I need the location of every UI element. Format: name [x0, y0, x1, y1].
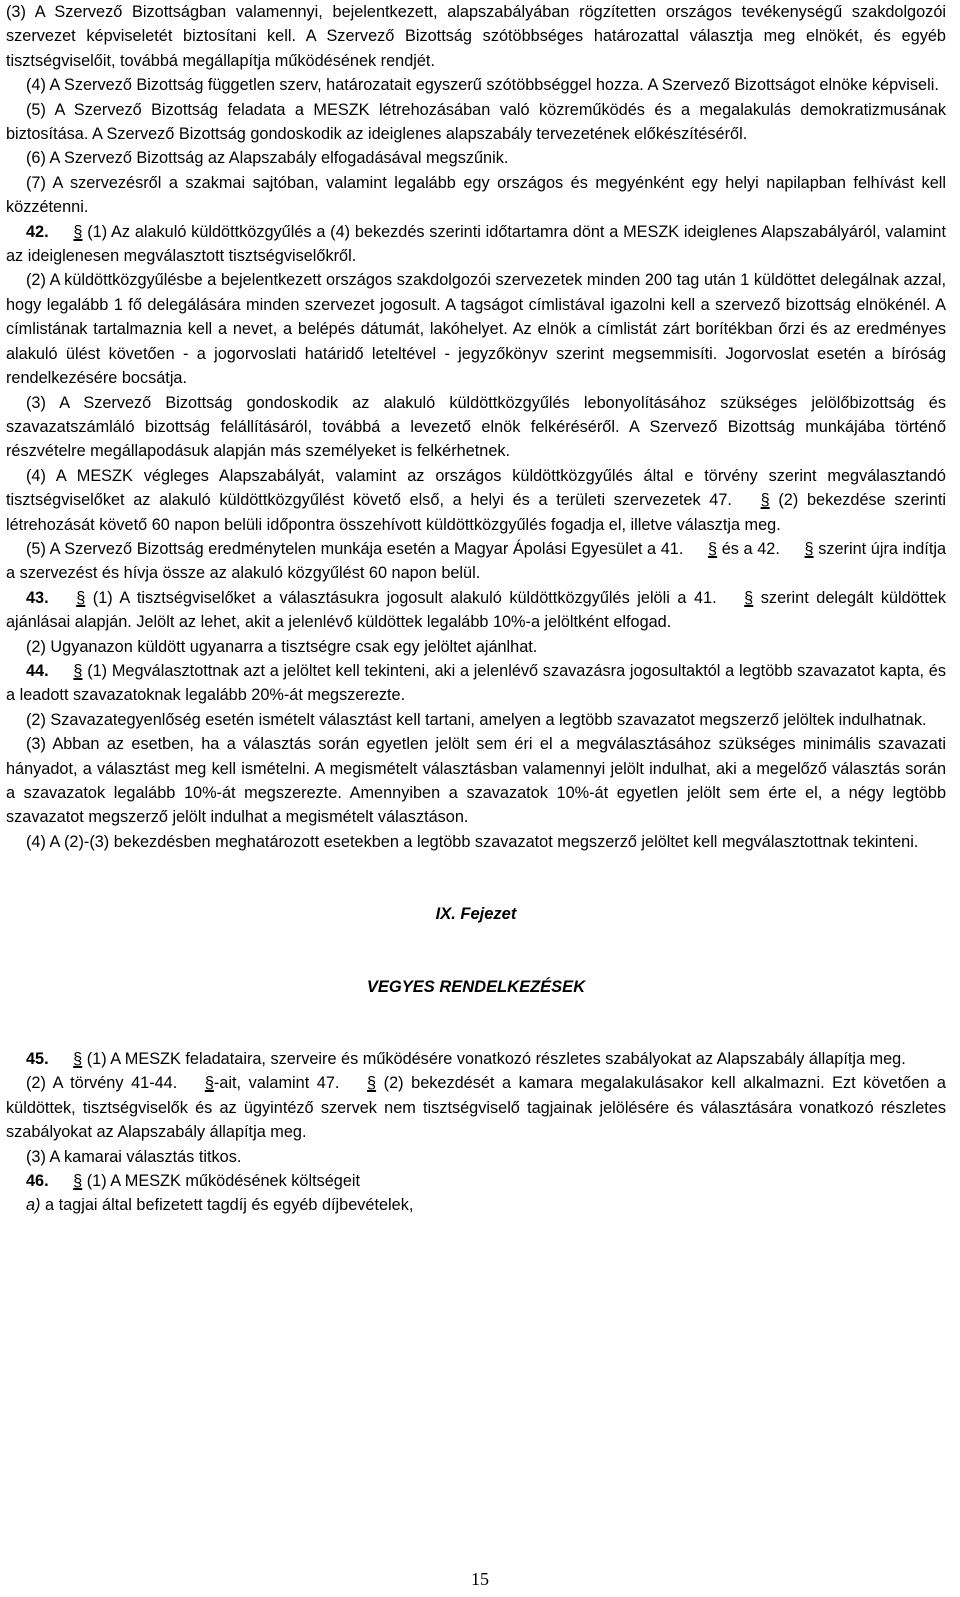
paragraph-41-4 [6, 73, 946, 97]
section-number: 42. [26, 222, 49, 241]
document-body [6, 0, 946, 1218]
paragraph-41-7 [6, 171, 946, 220]
section-number: 46. [26, 1172, 49, 1191]
section-46-item-a [6, 1193, 946, 1217]
section-sign: § [708, 539, 718, 558]
section-sign: § [73, 661, 83, 680]
paragraph-text: szerint delegált küldöttek ajánlásai alapján. Jelölt az lehet, akit a jelenlévő küldöttek legalább 10%-a jelöltként elfogad. [6, 588, 947, 632]
section-45-1 [6, 1047, 946, 1071]
chapter-number: IX. Fejezet [435, 905, 517, 924]
section-43-1 [6, 586, 946, 635]
section-42-4 [6, 464, 946, 537]
paragraph-text: (3) A kamarai választás titkos. [26, 1147, 242, 1166]
paragraph-text: (2) A törvény 41-44. [26, 1074, 178, 1093]
section-42-5 [6, 537, 946, 586]
paragraph-text: (2) A küldöttközgyűlésbe a bejelentkezett országos szakdolgozói szervezetek minden 200 tag után 1 küldöttet delegálnak azzal, hogy legalább 1 fő delegálására minden szervezet jogosult. A tagságot címlistával igazolni kell a szervező bizottság elnökénél. A címlistának tartalmaznia kell a nevet, a belépés dátumát, lakóhelyet. Az elnök a címlistát zárt borítékban őrzi és az eredményes alakuló ülést követően - a jogorvoslati határidő leteltével - jegyzőkönyv szerint megsemmisíti. Jogorvoslat esetén a bíróság rendelkezésére bocsátja. [6, 271, 946, 388]
section-sign: § [367, 1074, 377, 1093]
section-sign: § [760, 491, 770, 510]
paragraph-text: (1) A MESZK működésének költségeit [86, 1172, 361, 1191]
section-sign: § [204, 1074, 214, 1093]
paragraph-text: (1) A MESZK feladataira, szerveire és működésére vonatkozó részletes szabályokat az Alapszabály állapítja meg. [86, 1050, 906, 1069]
paragraph-text: (3) Abban az esetben, ha a választás során egyetlen jelölt sem éri el a megválasztásához szükséges minimális szavazati hányadot, a választást meg kell ismételni. A megismételt választásban valamennyi jelölt indulhat, aki a megelőző választás során a szavazatok legalább 10%-át megszerezte. Amennyiben a szavazatok 10%-át egyetlen jelölt sem érte el, a négy legtöbb szavazatot megszerző jelölt indulhat a megismételt választáson. [6, 735, 946, 827]
paragraph-text: (5) A Szervező Bizottság feladata a MESZK létrehozásában való közreműködés és a megalakulás demokratizmusának biztosítása. A Szervező Bizottság gondoskodik az ideiglenes alapszabály tervezetének előkészítéséről. [6, 100, 946, 144]
list-item-text: a tagjai által befizetett tagdíj és egyéb díjbevételek, [45, 1196, 414, 1215]
paragraph-text: (2) bekezdése szerinti létrehozását követő 60 napon belüli időpontra összehívott küldöttközgyűlés fogadja el, illetve választja meg. [6, 491, 946, 534]
paragraph-41-5 [6, 98, 946, 147]
paragraph-text: (4) A Szervező Bizottság független szerv, határozatait egyszerű szótöbbséggel hozza. A Szervező Bizottságot elnöke képviseli. [26, 76, 939, 95]
section-45-2 [6, 1071, 946, 1144]
section-42-3 [6, 391, 946, 464]
paragraph-41-3 [6, 0, 946, 73]
paragraph-text: (4) A MESZK végleges Alapszabályát, valamint az országos küldöttközgyűlés által e törvény szerint megválasztandó tisztségviselőket az alakuló küldöttközgyűlést követő első, a helyi és a területi szervezetek 47. [6, 466, 946, 510]
section-44-3 [6, 732, 946, 830]
section-sign: § [744, 588, 754, 607]
paragraph-text: szerint újra indítja a szervezést és hívja össze az alakuló közgyűlést 60 napon belül. [6, 539, 947, 583]
paragraph-text: (3) A Szervező Bizottságban valamennyi, bejelentkezett, alapszabályában rögzítetten országos tevékenységű szakdolgozói szervezet képviseletét biztosítani kell. A Szervező Bizottság szótöbbséges határozattal választja meg elnökét, és egyéb tisztségviselőit, továbbá megállapítja működésének rendjét. [6, 3, 946, 70]
paragraph-41-6 [6, 146, 946, 170]
section-44-4 [6, 830, 946, 854]
paragraph-text: és a 42. [721, 539, 780, 558]
section-number: 43. [26, 588, 49, 607]
section-43-2 [6, 635, 946, 659]
paragraph-text: (4) A (2)-(3) bekezdésben meghatározott esetekben a legtöbb szavazatot megszerző jelöltet kell megválasztottnak tekinteni. [26, 832, 919, 851]
section-42-2 [6, 268, 946, 390]
section-sign: § [804, 539, 814, 558]
section-46-1 [6, 1169, 946, 1193]
section-number: 45. [26, 1050, 49, 1069]
paragraph-text: (2) Szavazategyenlőség esetén ismételt választást kell tartani, amelyen a legtöbb szavazatot megszerző jelöltek indulhatnak. [26, 710, 927, 729]
paragraph-text: (1) Az alakuló küldöttközgyűlés a (4) bekezdés szerinti időtartamra dönt a MESZK ideiglenes Alapszabályáról, valamint az ideiglenesen megválasztott tisztségviselőkről. [6, 222, 946, 266]
paragraph-text: (1) A tisztségviselőket a választásukra jogosult alakuló küldöttközgyűlés jelöli a 41. [92, 588, 717, 607]
section-sign: § [76, 588, 86, 607]
section-42-1 [6, 220, 946, 269]
paragraph-text: (7) A szervezésről a szakmai sajtóban, valamint legalább egy országos és megyénként egy helyi napilapban felhívást kell közzétenni. [6, 173, 946, 217]
page-number: 15 [471, 1569, 489, 1589]
section-sign: § [73, 222, 83, 241]
list-item-label: a) [26, 1196, 41, 1215]
paragraph-text: (2) Ugyanazon küldött ugyanarra a tisztségre csak egy jelöltet ajánlhat. [26, 637, 538, 656]
paragraph-text: (2) bekezdését a kamara megalakulásakor kell alkalmazni. Ezt követően a küldöttek, tisztségviselők és az ügyintéző szervek nem tisztségviselő tagjainak jelölésére és választására vonatkozó részletes szabályokat az Alapszabály állapítja meg. [6, 1074, 946, 1142]
section-sign: § [73, 1172, 83, 1191]
paragraph-text: (6) A Szervező Bizottság az Alapszabály elfogadásával megszűnik. [26, 149, 509, 168]
paragraph-text: (5) A Szervező Bizottság eredménytelen munkája esetén a Magyar Ápolási Egyesület a 41. [26, 539, 684, 558]
chapter-title: VEGYES RENDELKEZÉSEK [366, 977, 586, 996]
paragraph-text: -ait, valamint 47. [213, 1074, 340, 1093]
paragraph-text: (1) Megválasztottnak azt a jelöltet kell tekinteni, aki a jelenlévő szavazásra jogosultaktól a legtöbb szavazatot kapta, és a leadott szavazatoknak legalább 20%-át megszerezte. [6, 661, 946, 705]
section-44-2 [6, 708, 946, 732]
section-number: 44. [26, 661, 49, 680]
section-45-3 [6, 1145, 946, 1169]
paragraph-text: (3) A Szervező Bizottság gondoskodik az alakuló küldöttközgyűlés lebonyolításához szükséges jelölőbizottság és szavazatszámláló bizottság felállításáról, továbbá a levezető elnök felkéréséről. A Szervező Bizottság munkájába történő részvételre megállapodásuk alapján más személyeket is felkérhetnek. [6, 393, 946, 461]
section-sign: § [73, 1050, 83, 1069]
section-44-1 [6, 659, 946, 708]
